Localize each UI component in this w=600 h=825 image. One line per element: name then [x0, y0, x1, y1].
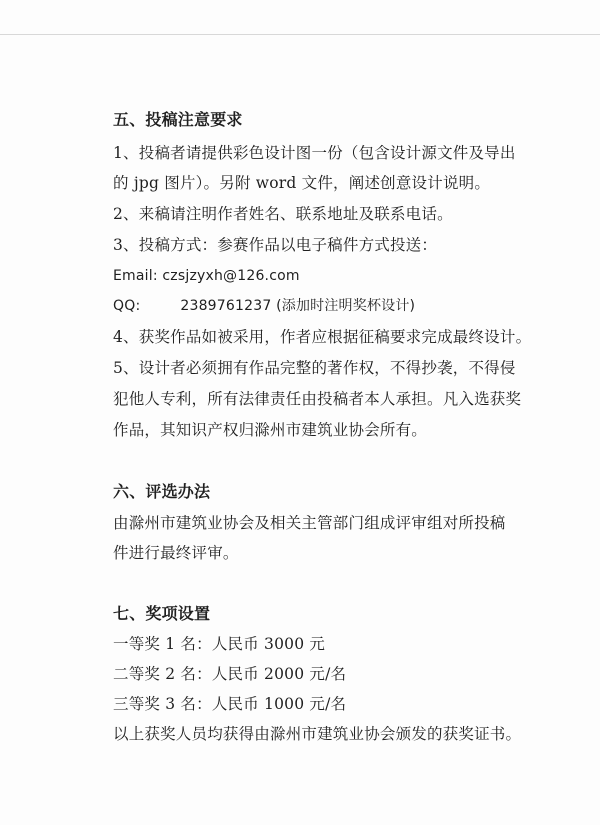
section-5-line-1: 1、投稿者请提供彩色设计图一份（包含设计源文件及导出	[113, 144, 516, 162]
prize-second: 二等奖 2 名：人民币 2000 元/名	[113, 665, 347, 683]
qq-label: QQ:	[113, 298, 141, 314]
email-line: Email: czsjzyxh@126.com	[113, 268, 300, 284]
section-6-line-2: 件进行最终评审。	[113, 544, 239, 562]
prize-note: 以上获奖人员均获得由滁州市建筑业协会颁发的获奖证书。	[113, 725, 522, 743]
section-5-line-2: 的 jpg 图片）。另附 word 文件，阐述创意设计说明。	[113, 174, 491, 192]
section-5-line-6: 5、设计者必须拥有作品完整的著作权，不得抄袭，不得侵	[113, 359, 516, 377]
section-7-heading: 七、奖项设置	[113, 604, 211, 623]
section-5-heading: 五、投稿注意要求	[113, 110, 243, 129]
scan-edge-line	[0, 34, 600, 35]
section-5-line-7: 犯他人专利，所有法律责任由投稿者本人承担。凡入选获奖	[113, 390, 522, 408]
section-5-line-8: 作品，其知识产权归滁州市建筑业协会所有。	[113, 421, 428, 439]
section-5-line-5: 4、获奖作品如被采用，作者应根据征稿要求完成最终设计。	[113, 328, 532, 346]
qq-line	[113, 296, 415, 316]
prize-first: 一等奖 1 名：人民币 3000 元	[113, 635, 326, 653]
section-6-line-1: 由滁州市建筑业协会及相关主管部门组成评审组对所投稿	[113, 514, 506, 532]
section-6-heading: 六、评选办法	[113, 482, 211, 501]
qq-value: 2389761237 (添加时注明奖杯设计)	[180, 298, 416, 314]
section-5-line-3: 2、来稿请注明作者姓名、联系地址及联系电话。	[113, 205, 453, 223]
section-5-line-4: 3、投稿方式：参赛作品以电子稿件方式投送：	[113, 236, 438, 254]
prize-third: 三等奖 3 名：人民币 1000 元/名	[113, 695, 347, 713]
